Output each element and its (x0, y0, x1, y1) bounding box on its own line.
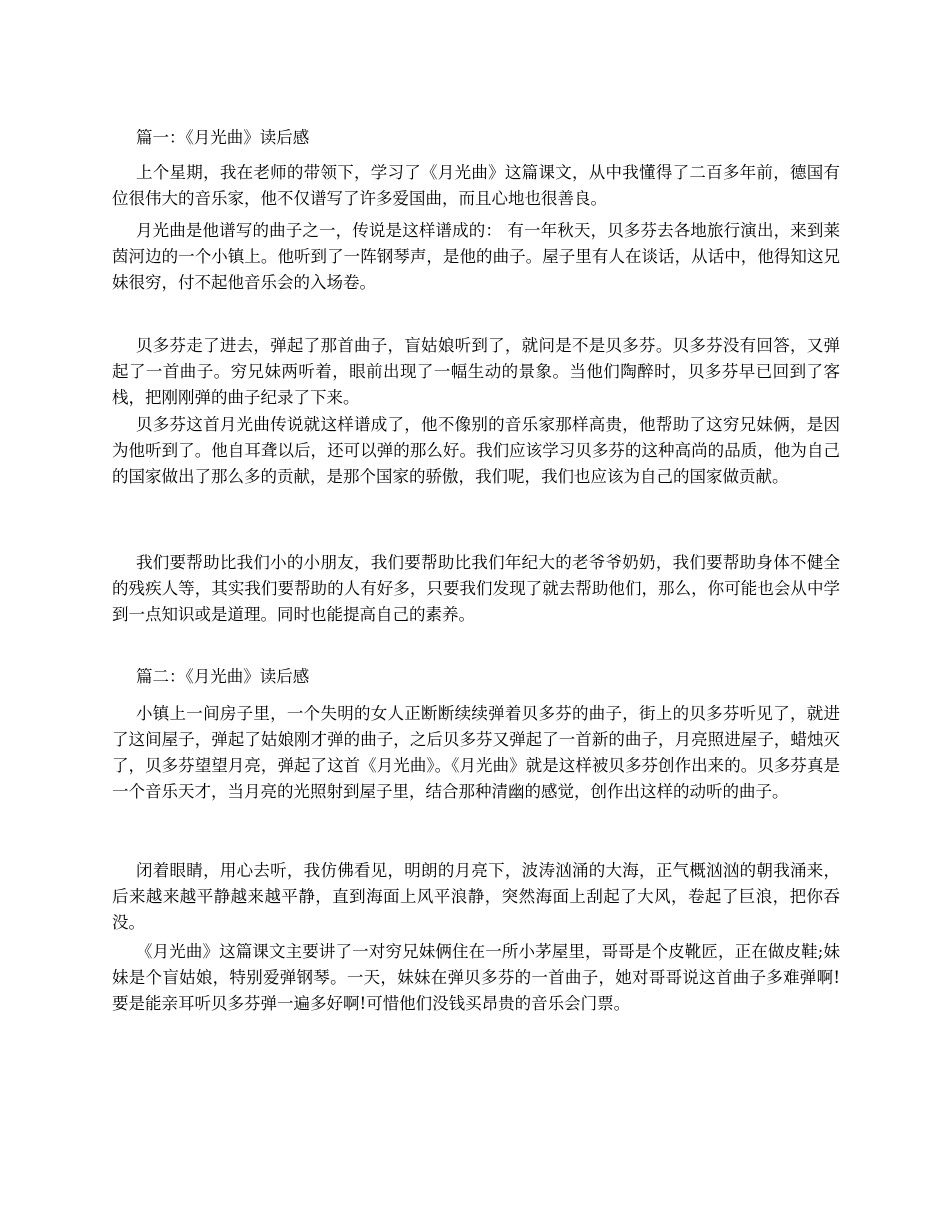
section-1-paragraph-2: 月光曲是他谱写的曲子之一，传说是这样谱成的： 有一年秋天，贝多芬去各地旅行演出，来到莱茵河边的一个小镇上。他听到了一阵钢琴声，是他的曲子。屋子里有人在谈话，从话中，他得知这兄妹很穷，付不起他音乐会的入场卷。 (112, 221, 840, 292)
section-1-paragraph-3: 贝多芬走了进去，弹起了那首曲子，盲姑娘听到了，就问是不是贝多芬。贝多芬没有回答，又弹起了一首曲子。穷兄妹两听着，眼前出现了一幅生动的景象。当他们陶醉时，贝多芬早已回到了客栈，把刚刚弹的曲子纪录了下来。 (112, 336, 840, 407)
section-1-paragraph-5: 我们要帮助比我们小的小朋友，我们要帮助比我们年纪大的老爷爷奶奶，我们要帮助身体不健全的残疾人等，其实我们要帮助的人有好多，只要我们发现了就去帮助他们，那么，你可能也会从中学到一点知识或是道理。同时也能提高自己的素养。 (112, 553, 840, 624)
section-2-paragraph-3: 《月光曲》这篇课文主要讲了一对穷兄妹俩住在一所小茅屋里，哥哥是个皮靴匠，正在做皮鞋;妹妹是个盲姑娘，特别爱弹钢琴。一天，妹妹在弹贝多芬的一首曲子，她对哥哥说这首曲子多难弹啊!要是能亲耳听贝多芬弹一遍多好啊!可惜他们没钱买昂贵的音乐会门票。 (112, 942, 840, 1013)
section-2-paragraph-2: 闭着眼睛，用心去听，我仿佛看见，明朗的月亮下，波涛汹涌的大海，正气概汹汹的朝我涌来，后来越来越平静越来越平静，直到海面上风平浪静，突然海面上刮起了大风，卷起了巨浪，把你吞没。 (112, 861, 840, 932)
section-2-heading: 篇二：《月光曲》读后感 (136, 667, 310, 686)
section-1-paragraph-1: 上个星期，我在老师的带领下，学习了《月光曲》这篇课文，从中我懂得了二百多年前，德国有位很伟大的音乐家，他不仅谱写了许多爱国曲，而且心地也很善良。 (112, 163, 840, 208)
section-1-heading: 篇一：《月光曲》读后感 (136, 128, 310, 147)
section-1-paragraph-4: 贝多芬这首月光曲传说就这样谱成了，他不像别的音乐家那样高贵，他帮助了这穷兄妹俩，是因为他听到了。他自耳聋以后，还可以弹的那么好。我们应该学习贝多芬的这种高尚的品质，他为自己的国家做出了那么多的贡献，是那个国家的骄傲，我们呢，我们也应该为自己的国家做贡献。 (112, 415, 840, 486)
section-2-paragraph-1: 小镇上一间房子里，一个失明的女人正断断续续弹着贝多芬的曲子，街上的贝多芬听见了，就进了这间屋子，弹起了姑娘刚才弹的曲子，之后贝多芬又弹起了一首新的曲子，月亮照进屋子，蜡烛灭了，贝多芬望望月亮，弹起了这首《月光曲》。《月光曲》就是这样被贝多芬创作出来的。贝多芬真是一个音乐天才，当月亮的光照射到屋子里，结合那种清幽的感觉，创作出这样的动听的曲子。 (112, 704, 840, 801)
